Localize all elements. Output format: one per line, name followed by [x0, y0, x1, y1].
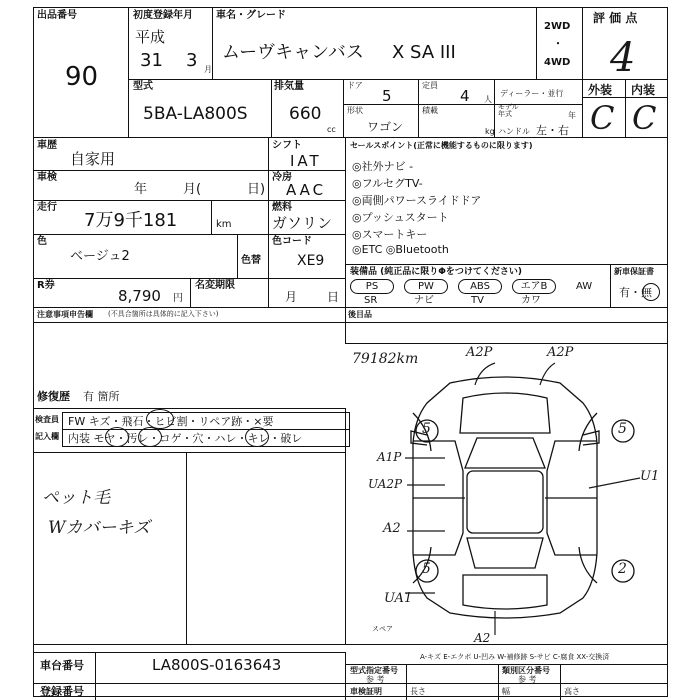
checklist-row2: 内装 モヤ・汚レ・コゲ・穴・ハレ・キレ・破レ — [68, 432, 303, 445]
rule — [128, 7, 129, 137]
rule — [33, 408, 345, 409]
rule — [271, 79, 272, 137]
handle-label: ハンドル — [498, 127, 530, 136]
reg-exp-day: 日 — [327, 290, 340, 304]
sales-points-title: セールスポイント(正常に機能するものに限ります) — [350, 141, 533, 150]
reg-exp-label: 名変期限 — [195, 280, 235, 291]
rule — [95, 652, 96, 700]
tire-rear-right-value: 2 — [618, 561, 627, 577]
cert-label: 車検証明 — [350, 687, 382, 696]
color-value: ベージュ2 — [70, 249, 130, 264]
ext-value: C — [590, 99, 615, 137]
rule — [33, 322, 345, 323]
reg-month: 3 — [186, 50, 198, 71]
rule — [610, 264, 611, 307]
recycle-unit: 円 — [173, 293, 183, 304]
rule — [582, 7, 583, 137]
rule — [33, 644, 668, 645]
regnum-label: 登録番号 — [40, 685, 84, 698]
seats-label: 定員 — [422, 81, 438, 90]
rule — [345, 322, 668, 323]
warranty-label: 新車保証書 — [614, 267, 654, 276]
width-label: 幅 — [502, 687, 510, 696]
model-year-unit: 年 — [568, 111, 576, 120]
equip-abs: ABS — [458, 279, 502, 294]
drive-2wd: 2WD — [544, 21, 571, 32]
recycle-value: 8,790 — [118, 287, 161, 305]
equip-leather: カワ — [521, 295, 541, 306]
length-label: 長さ — [410, 687, 426, 696]
class-label: 類別区分番号 — [502, 666, 550, 675]
rule — [345, 664, 668, 665]
handwritten-mileage: 79182km — [352, 351, 419, 367]
mark-u1: U1 — [640, 469, 660, 484]
attention-label: 注意事項申告欄 — [37, 310, 93, 319]
check-circle-moya — [105, 427, 129, 447]
equipment-title: 装備品 (純正品に限りΦをつけてください) — [350, 267, 523, 277]
model-label: 車名・グレード — [216, 10, 286, 21]
type-label: 型式 — [133, 81, 153, 92]
seats-unit: 人 — [484, 95, 492, 104]
equip-pw: PW — [404, 279, 448, 294]
reg-year: 31 — [140, 50, 163, 71]
equip-tv: TV — [471, 295, 484, 306]
inspect-month: 月( — [183, 182, 202, 197]
load-label: 積載 — [422, 106, 438, 115]
sales-point-item: ◎フルセグTV- — [352, 177, 423, 190]
recycle-label: R券 — [37, 280, 55, 291]
rule — [345, 307, 346, 343]
reg-era: 平成 — [135, 28, 166, 46]
rule — [33, 278, 345, 279]
ac-value: AAC — [286, 181, 327, 199]
score-value: 4 — [610, 35, 636, 81]
equip-sr: SR — [364, 295, 378, 306]
doors-value: 5 — [382, 87, 392, 105]
body-value: ワゴン — [367, 120, 404, 134]
ext-label: 外装 — [588, 83, 613, 97]
rule — [62, 429, 350, 430]
chassis-value: LA800S-0163643 — [152, 656, 282, 674]
warranty-circle — [642, 283, 660, 301]
checklist-label-bottom: 記入欄 — [35, 432, 59, 441]
car-damage-diagram — [345, 343, 668, 644]
color-change-label: 色替 — [241, 255, 261, 266]
sales-points-list — [352, 158, 481, 260]
ref-label-1: 参 考 — [366, 675, 385, 684]
rule — [268, 137, 269, 307]
reg-exp-month: 月 — [285, 290, 298, 304]
rule — [536, 7, 537, 79]
doors-label: ドア — [347, 81, 363, 90]
int-label: 内装 — [631, 83, 656, 97]
color-code-value: XE9 — [297, 253, 325, 269]
check-circle-yogore — [138, 427, 162, 447]
rule — [33, 683, 668, 684]
sales-point-item: ◎スマートキー — [352, 228, 428, 241]
warranty-value: 有・無 — [619, 286, 652, 299]
model-name: ムーヴキャンバス — [222, 42, 364, 63]
sales-point-item: ◎プッシュスタート — [352, 211, 449, 224]
mark-ua1: UA1 — [384, 591, 413, 606]
rule — [33, 452, 345, 453]
score-label: 評 価 点 — [593, 11, 638, 25]
rule — [33, 137, 668, 138]
rule — [625, 79, 626, 137]
shift-value: IAT — [290, 152, 322, 170]
disp-label: 排気量 — [274, 81, 304, 92]
lot-value: 90 — [65, 62, 99, 92]
rule — [343, 79, 344, 137]
body-label: 形状 — [347, 106, 363, 115]
drive-dot: ・ — [553, 39, 563, 50]
ac-label: 冷房 — [272, 172, 292, 183]
fuel-value: ガソリン — [272, 214, 333, 232]
checklist-row1: FW キズ・飛石・ヒビ割・リペア跡・×要 — [68, 415, 274, 428]
mark-a2p-2: A2P — [547, 345, 574, 360]
model-grade: X SA III — [392, 42, 456, 63]
history-value: 自家用 — [70, 150, 116, 168]
mileage-label: 走行 — [37, 202, 57, 213]
rule — [345, 137, 346, 307]
mark-ua2p: UA2P — [368, 477, 403, 491]
fuel-label: 燃料 — [272, 202, 292, 213]
legend-damage-codes: A-キズ E-エクボ U-凹み W-補修跡 S-サビ C-腐食 XX-交換済 — [420, 653, 610, 661]
rule — [237, 234, 238, 278]
rule — [406, 664, 407, 700]
mileage-unit: km — [216, 219, 232, 230]
disp-value: 660 — [289, 104, 322, 124]
inspect-day: 日) — [247, 182, 266, 197]
rule — [211, 200, 212, 234]
equip-ps: PS — [350, 279, 394, 294]
rule — [418, 79, 419, 137]
type-designation-label: 型式指定番号 — [350, 666, 398, 675]
rear-seat-label: 後目品 — [348, 310, 372, 319]
inspect-label: 車検 — [37, 172, 57, 183]
equip-airbag: エアB — [512, 279, 556, 294]
color-code-label: 色コード — [272, 236, 312, 247]
tire-front-left-value: 5 — [422, 421, 431, 437]
history-label: 車歴 — [37, 140, 57, 151]
repair-value: 有 箇所 — [83, 390, 120, 403]
handwritten-note-1: ペット毛 — [42, 488, 110, 508]
shift-label: シフト — [272, 140, 302, 151]
attention-sub: (不具合箇所は具体的に記入下さい) — [108, 310, 219, 318]
rule — [33, 652, 345, 653]
sales-point-item: ◎両側パワースライドドア — [352, 194, 482, 207]
mark-a2-left: A2 — [383, 521, 401, 536]
lot-label: 出品番号 — [37, 10, 77, 21]
rule — [186, 452, 187, 644]
handle-value: 左・右 — [536, 124, 569, 137]
rule — [345, 652, 346, 700]
repair-label: 修復歴 — [37, 390, 70, 403]
rule — [212, 7, 213, 79]
rule — [345, 264, 668, 265]
mark-a2p-1: A2P — [466, 345, 493, 360]
model-year-label: モデル年式 — [498, 103, 519, 118]
drive-4wd: 4WD — [544, 57, 571, 68]
reg-label: 初度登録年月 — [133, 10, 193, 21]
disp-unit: cc — [327, 125, 336, 134]
equip-aw: AW — [576, 281, 593, 292]
rule — [560, 664, 561, 700]
mileage-value: 7万9千181 — [84, 210, 178, 231]
sales-point-item: ◎社外ナビ - — [352, 160, 414, 173]
dealer-label: ディーラー・並行 — [500, 89, 564, 98]
reg-month-unit: 月 — [204, 65, 212, 74]
rule — [128, 79, 668, 80]
check-circle-hare — [245, 427, 269, 447]
rule — [33, 200, 345, 201]
int-value: C — [632, 99, 657, 137]
rule — [33, 170, 345, 171]
checklist-label-top: 検査員 — [35, 415, 59, 424]
mark-a2-bottom: A2 — [474, 631, 491, 645]
load-unit: kg — [485, 127, 495, 136]
rule — [498, 664, 499, 700]
mark-a1p: A1P — [377, 450, 402, 464]
chassis-label: 車台番号 — [40, 659, 84, 672]
rule — [33, 307, 668, 308]
type-value: 5BA-LA800S — [143, 104, 248, 124]
sales-point-item: ◎ETC ◎Bluetooth — [352, 243, 449, 256]
ref-label-2: 参 考 — [518, 675, 537, 684]
equip-navi: ナビ — [414, 295, 434, 306]
color-label: 色 — [37, 236, 47, 247]
height-label: 高さ — [564, 687, 580, 696]
rule — [190, 278, 191, 307]
seats-value: 4 — [460, 87, 470, 105]
inspect-year: 年 — [134, 182, 148, 197]
handwritten-note-2: Wカバーキズ — [48, 518, 151, 538]
spare-label: スペア — [372, 625, 393, 633]
tire-front-right-value: 5 — [618, 421, 627, 437]
rule — [33, 234, 345, 235]
tire-rear-left-value: 5 — [422, 561, 431, 577]
check-circle-hiishi — [146, 409, 174, 429]
